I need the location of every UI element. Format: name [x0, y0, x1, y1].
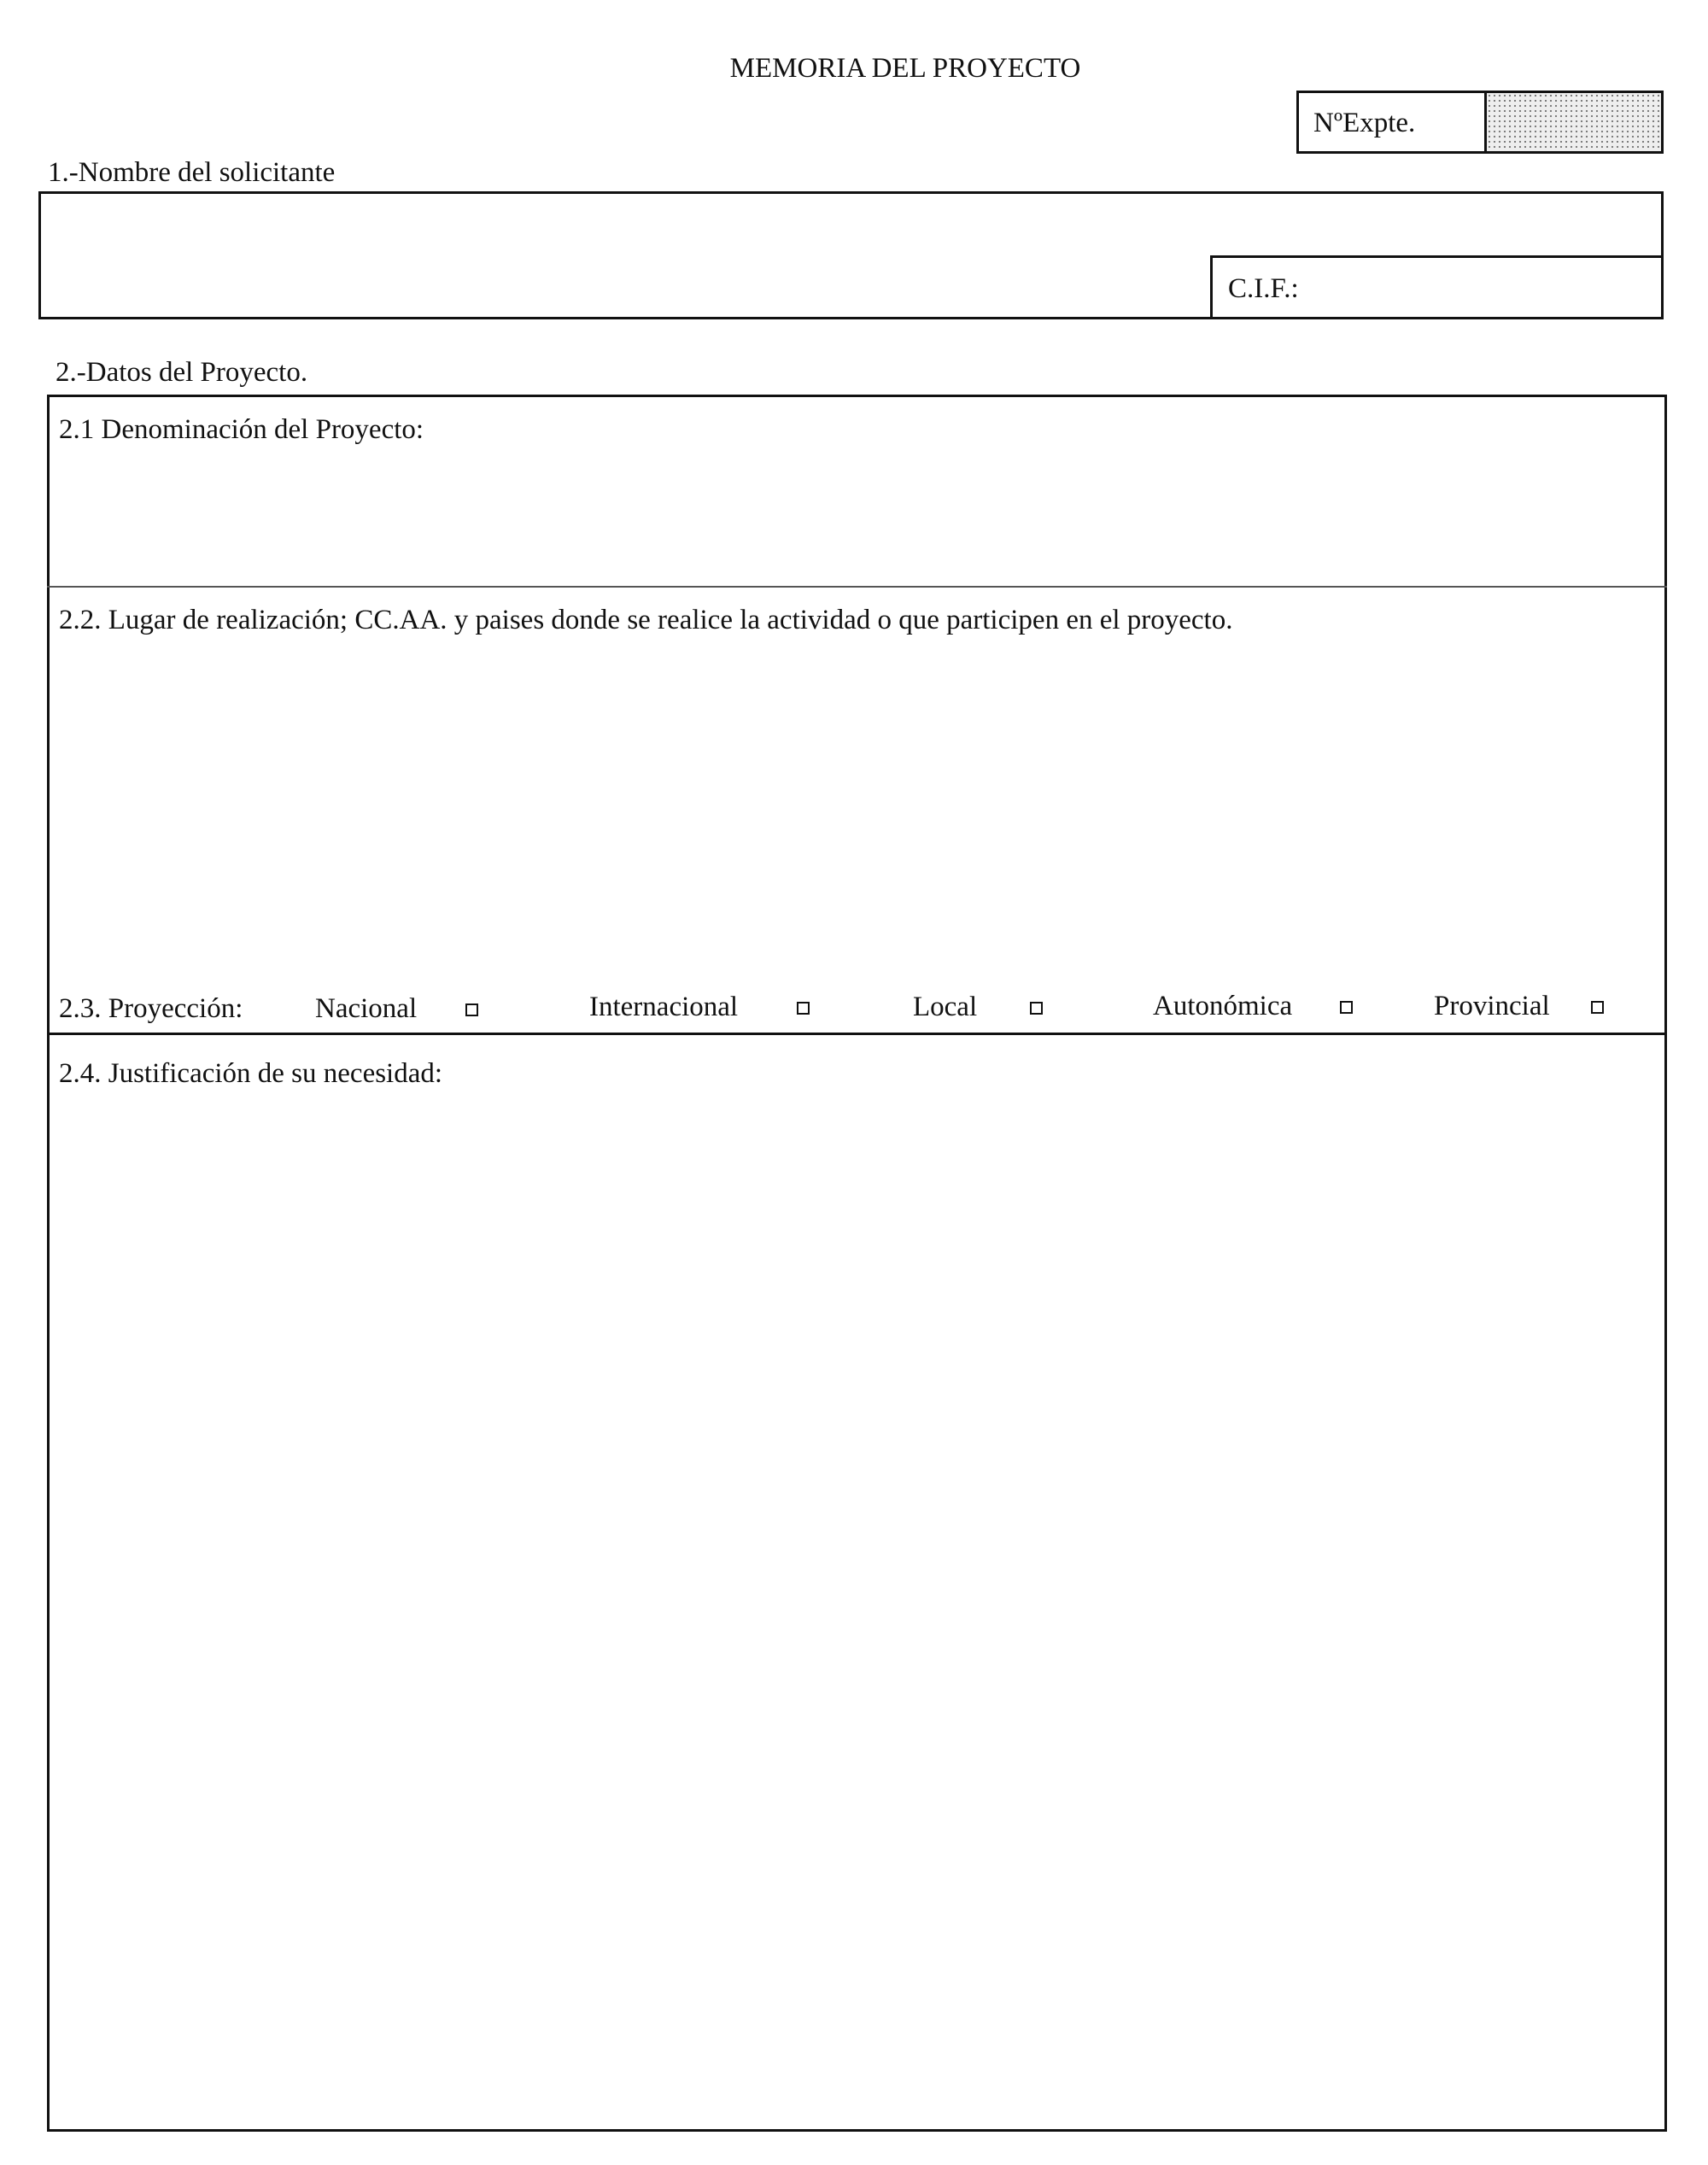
location-label: 2.2. Lugar de realización; CC.AA. y paises donde se realice la actividad o que participen en el proyecto. [59, 605, 1233, 635]
option-provincial-label: Provincial [1434, 991, 1550, 1021]
option-nacional-label: Nacional [315, 993, 418, 1024]
checkbox-autonomica[interactable] [1340, 1001, 1353, 1014]
option-local-label: Local [913, 992, 978, 1022]
justification-label: 2.4. Justificación de su necesidad: [59, 1058, 443, 1089]
checkbox-nacional[interactable] [465, 1004, 478, 1016]
page-title: MEMORIA DEL PROYECTO [729, 53, 1081, 84]
checkbox-provincial[interactable] [1591, 1001, 1604, 1014]
checkbox-local[interactable] [1030, 1002, 1043, 1015]
option-autonomica-label: Autonómica [1153, 991, 1293, 1021]
checkbox-internacional[interactable] [797, 1002, 810, 1015]
section2-label: 2.-Datos del Proyecto. [56, 357, 308, 388]
divider [47, 1033, 1667, 1035]
section1-label: 1.-Nombre del solicitante [48, 157, 336, 188]
project-name-label: 2.1 Denominación del Proyecto: [59, 414, 424, 445]
expediente-field[interactable] [1487, 93, 1661, 151]
projection-label: 2.3. Proyección: [59, 993, 243, 1024]
project-data-box [47, 395, 1667, 2132]
expediente-label: NºExpte. [1313, 108, 1416, 138]
cif-label: C.I.F.: [1228, 273, 1299, 304]
divider [47, 586, 1667, 588]
option-internacional-label: Internacional [589, 992, 739, 1022]
